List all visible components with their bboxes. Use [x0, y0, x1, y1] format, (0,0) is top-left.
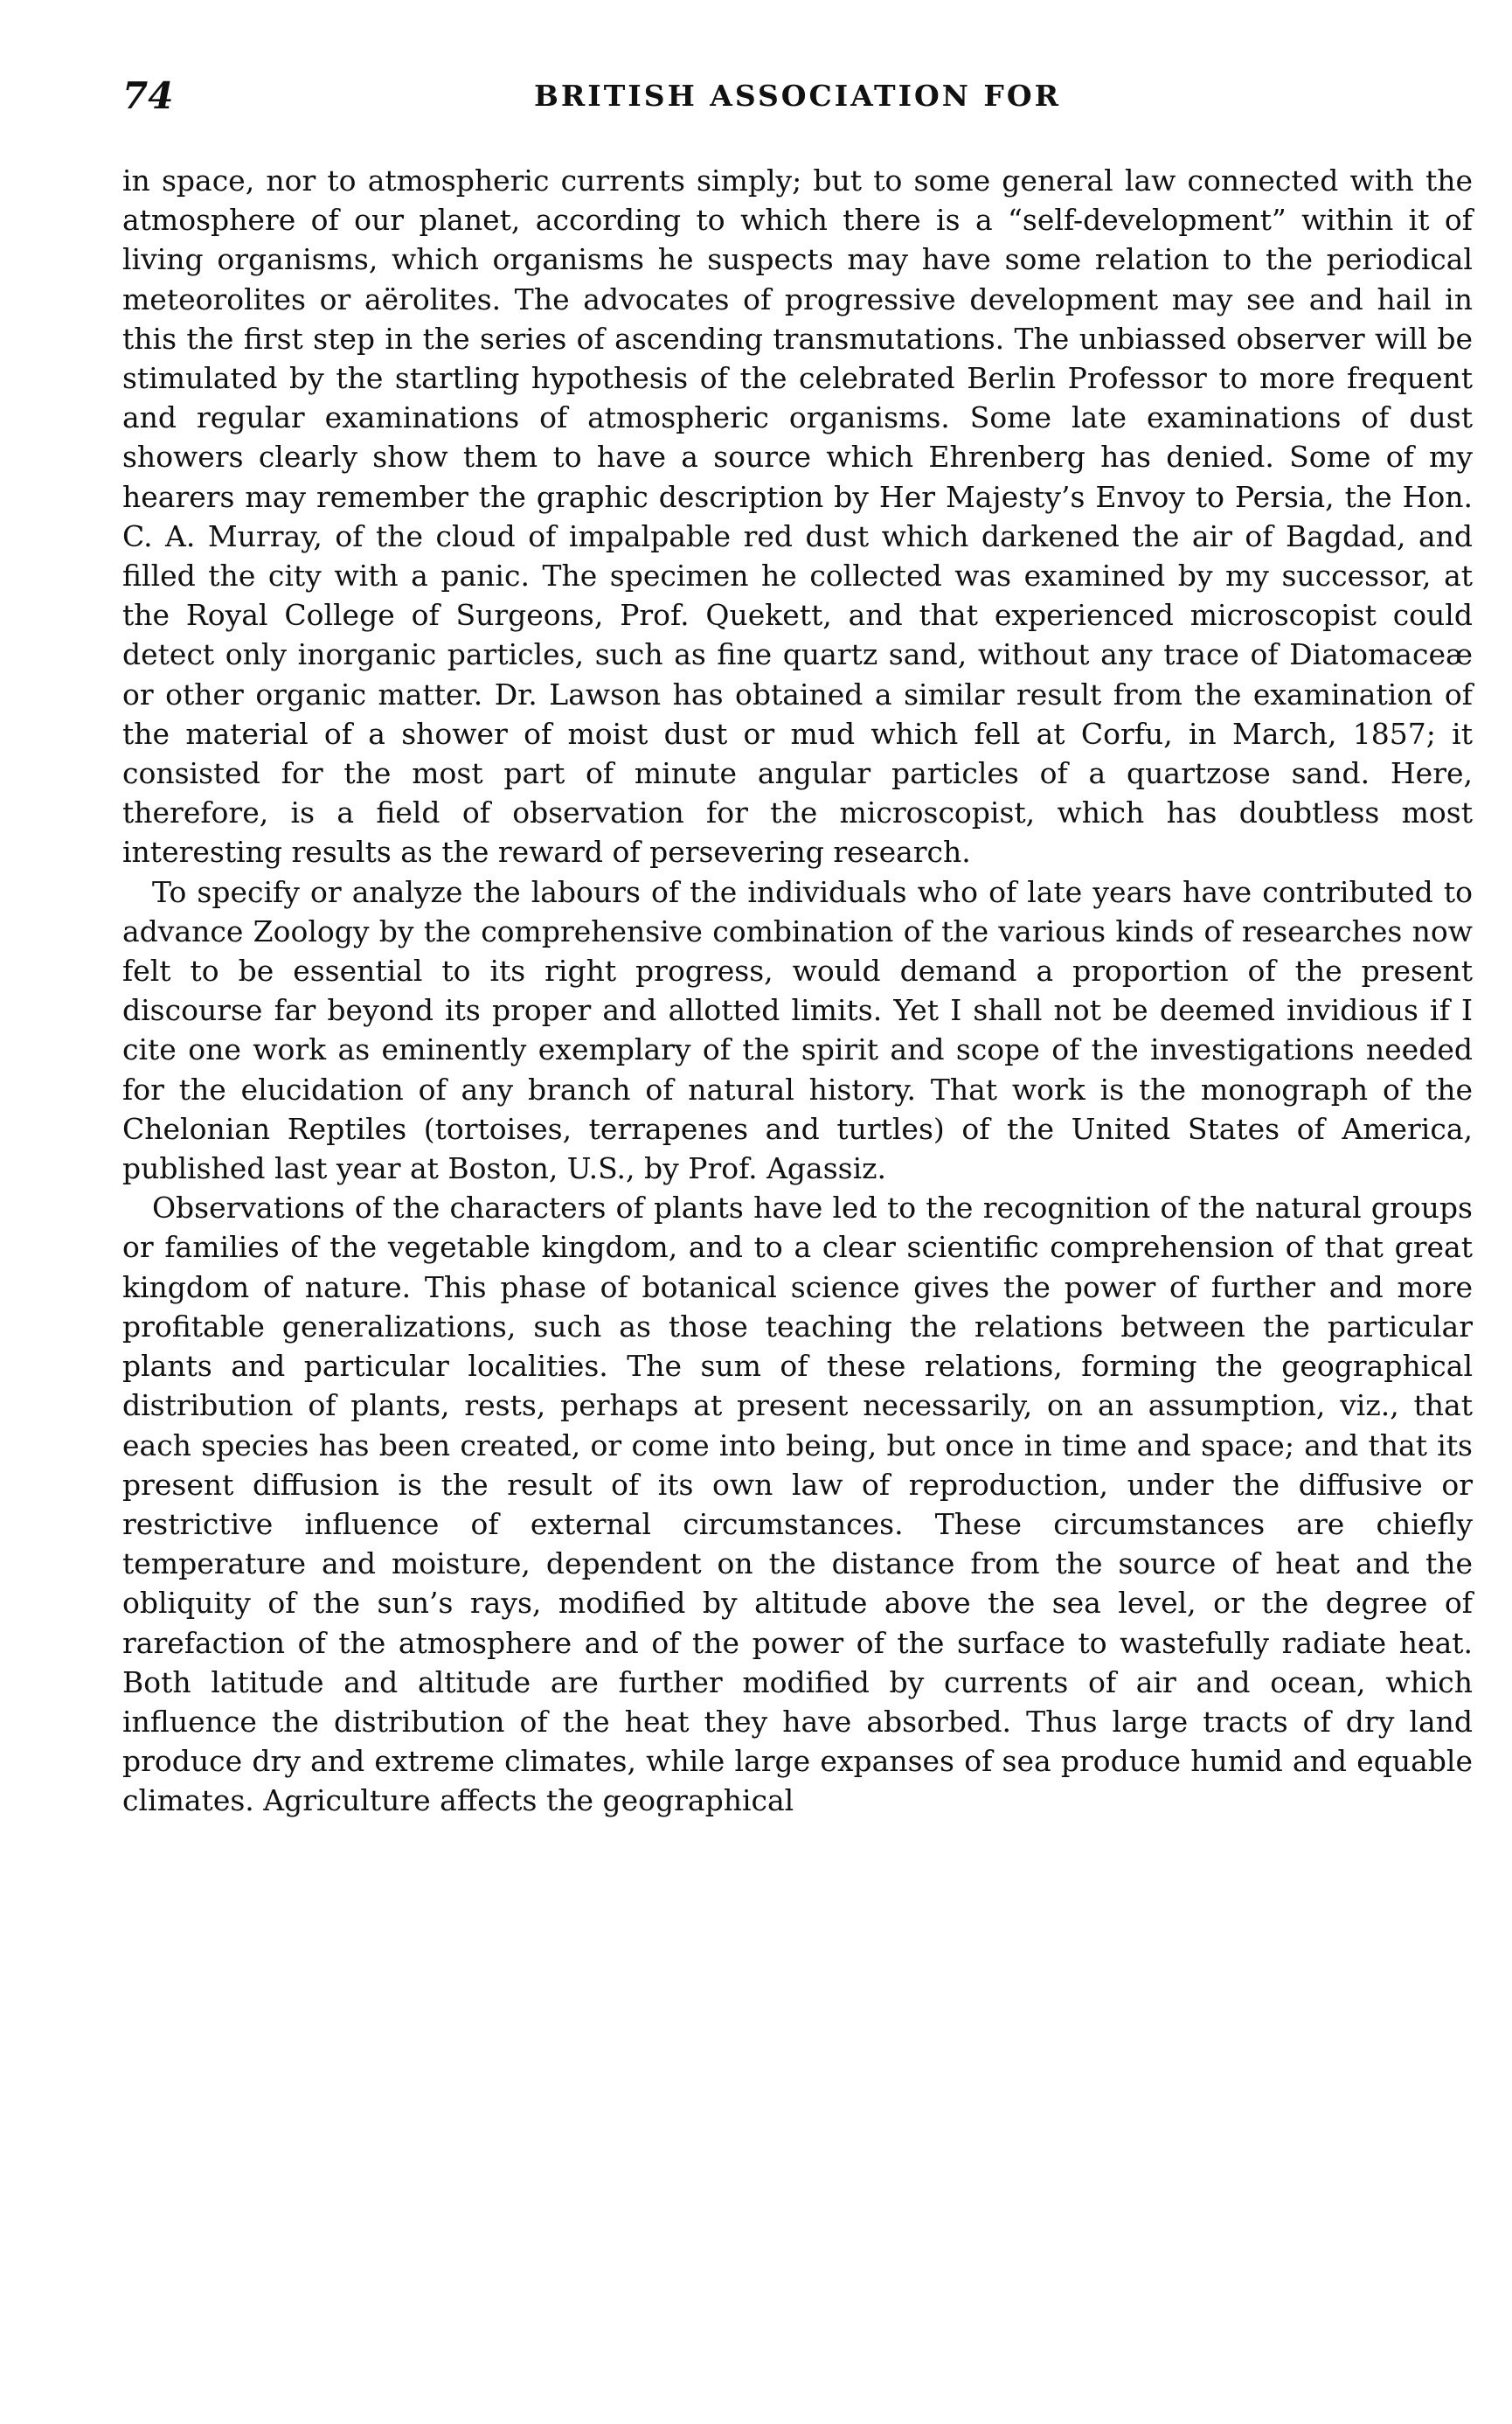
running-title: BRITISH ASSOCIATION FOR: [533, 79, 1062, 113]
body-text: [122, 161, 1473, 1821]
paragraph-zoology-research: To specify or analyze the labours of the individuals who of late years have contributed to advance Zoology by the comprehensive combination of the various kinds of researches now felt to be essential to its right progress, would demand a proportion of the present discourse far beyond its proper and allotted limits. Yet I shall not be deemed invidious if I cite one work as eminently exemplary of the spirit and scope of the investigations needed for the elucidation of any branch of natural history. That work is the monograph of the Chelonian Reptiles (tortoises, terrapenes and turtles) of the United States of America, published last year at Boston, U.S., by Prof. Agassiz.: [122, 874, 1473, 1186]
running-head: [122, 70, 1473, 122]
paragraph-atmospheric-dust: in space, nor to atmospheric currents simply; but to some general law connected with the atmosphere of our planet, according to which there is a “self-development” within it of living organisms, which organisms he suspects may have some relation to the periodical meteorolites or aërolites. The advocates of progressive development may see and hail in this the first step in the series of ascending transmutations. The unbiassed observer will be stimulated by the startling hypothesis of the celebrated Berlin Professor to more frequent and regular examinations of atmospheric organisms. Some late examinations of dust showers clearly show them to have a source which Ehrenberg has denied. Some of my hearers may remember the graphic description by Her Majesty’s Envoy to Persia, the Hon. C. A. Murray, of the cloud of impalpable red dust which darkened the air of Bagdad, and filled the city with a panic. The specimen he collected was examined by my successor, at the Royal College of Surgeons, Prof. Quekett, and that experienced microscopist could detect only inorganic particles, such as fine quartz sand, without any trace of Diatomaceæ or other organic matter. Dr. Lawson has obtained a similar result from the examination of the material of a shower of moist dust or mud which fell at Corfu, in March, 1857; it consisted for the most part of minute angular particles of a quartzose sand. Here, therefore, is a field of observation for the microscopist, which has doubtless most interesting results as the reward of persevering research.: [122, 163, 1473, 870]
paragraph-botanical-distribution: Observations of the characters of plants have led to the recognition of the natural groups or families of the vegetable kingdom, and to a clear scientific comprehension of that great kingdom of nature. This phase of botanical science gives the power of further and more profitable generalizations, such as those teaching the relations between the particular plants and particular localities. The sum of these relations, forming the geographical distribution of plants, rests, perhaps at present necessarily, on an assumption, viz., that each species has been created, or come into being, but once in time and space; and that its present diffusion is the result of its own law of reproduction, under the diffusive or restrictive influence of external circumstances. These circumstances are chiefly temperature and moisture, dependent on the distance from the source of heat and the obliquity of the sun’s rays, modified by altitude above the sea level, or the degree of rarefaction of the atmosphere and of the power of the surface to wastefully radiate heat. Both latitude and altitude are further modified by currents of air and ocean, which influence the distribution of the heat they have absorbed. Thus large tracts of dry land produce dry and extreme climates, while large expanses of sea produce humid and equable climates. Agriculture affects the geographical: [122, 1191, 1473, 1818]
page-number: 74: [122, 74, 174, 117]
